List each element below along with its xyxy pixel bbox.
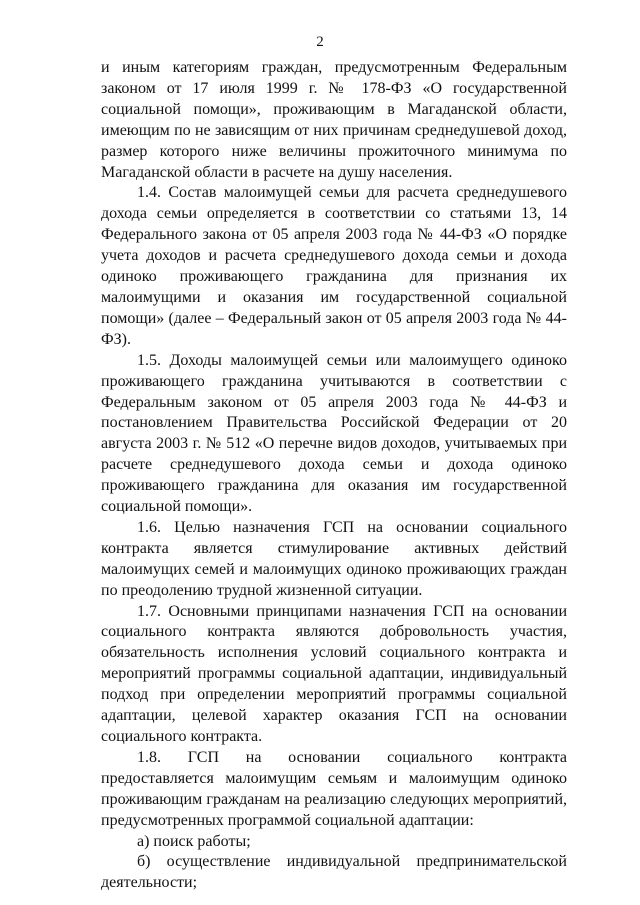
list-item-a: а) поиск работы; (137, 832, 251, 850)
document-body (101, 58, 567, 894)
paragraph-1-4: 1.4. Состав малоимущей семьи для расчета среднедушевого дохода семьи определяется в соответствии со статьями 13, 14 Федерального закона от 05 апреля 2003 года № 44-ФЗ «О порядке учета доходов и расчета среднедушевого дохода семьи и дохода одиноко проживающего гражданина для признания их малоимущими и оказания им государственной социальной помощи» (далее – Федеральный закон от 05 апреля 2003 года № 44-ФЗ). (101, 184, 567, 348)
paragraph-continuation: и иным категориям граждан, предусмотренным Федеральным законом от 17 июля 1999 г. № 178-ФЗ «О государственной социальной помощи», проживающим в Магаданской области, имеющим по не зависящим от них причинам среднедушевой доход, размер которого ниже величины прожиточного минимума по Магаданской области в расчете на душу населения. (101, 59, 567, 181)
paragraph-1-5: 1.5. Доходы малоимущей семьи или малоимущего одиноко проживающего гражданина учитываются в соответствии с Федеральным законом от 05 апреля 2003 года № 44-ФЗ и постановлением Правительства Российской Федерации от 20 августа 2003 г. № 512 «О перечне видов доходов, учитываемых при расчете среднедушевого дохода семьи и дохода одиноко проживающего гражданина для оказания им государственной социальной помощи». (101, 351, 567, 516)
page-number: 2 (316, 34, 324, 50)
paragraph-1-7: 1.7. Основными принципами назначения ГСП на основании социального контракта являются добровольность участия, обязательность исполнения условий социального контракта и мероприятий программы социальной адаптации, индивидуальный подход при определении мероприятий программы социальной адаптации, целевой характер оказания ГСП на основании социального контракта. (101, 602, 567, 745)
paragraph-1-8: 1.8. ГСП на основании социального контракта предоставляется малоимущим семьям и малоимущим одиноко проживающим гражданам на реализацию следующих мероприятий, предусмотренных программой социальной адаптации: (101, 748, 567, 829)
paragraph-1-6: 1.6. Целью назначения ГСП на основании социального контракта является стимулирование активных действий малоимущих семей и малоимущих одиноко проживающих граждан по преодолению трудной жизненной ситуации. (101, 518, 567, 599)
list-item-b: б) осуществление индивидуальной предпринимательской деятельности; (101, 853, 567, 892)
